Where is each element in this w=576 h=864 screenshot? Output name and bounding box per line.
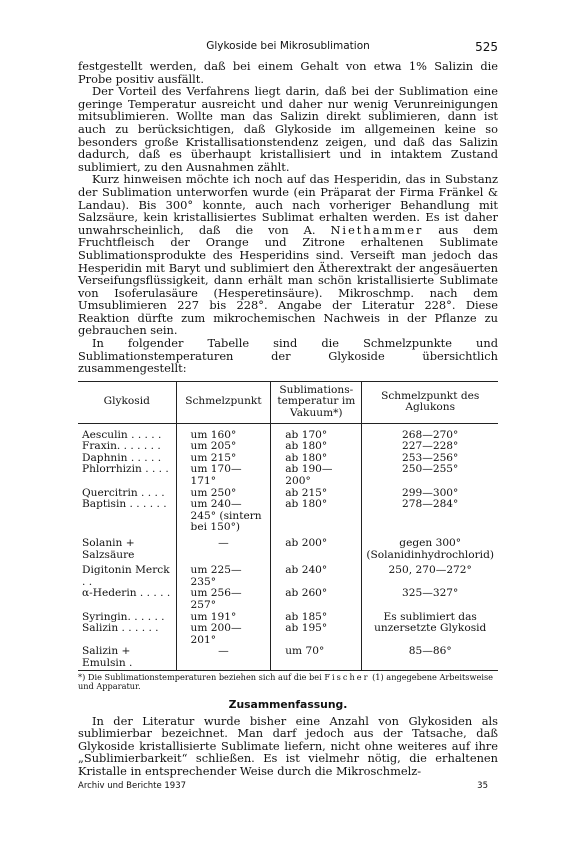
table-row [78,623,498,646]
table-cell: ab 185° [271,612,362,624]
page-footer [78,781,498,795]
header-aglukon: Schmelzpunkt des Aglukons [362,381,498,423]
paragraph-4: In folgender Tabelle sind die Schmelzpunkte und Sublimationstemperaturen der Glykoside übersichtlich zusammengestellt: [78,336,498,376]
header-glykosid: Glykosid [78,381,176,423]
table-cell: Syringin. . . . . . [82,610,165,623]
table-cell: Quercitrin . . . . [82,486,165,499]
table-cell: 250—255° [362,464,498,487]
table-cell: ab 240° [271,561,362,588]
table-cell: um 215° [176,453,271,465]
table-cell: — [176,646,271,670]
table-row [78,423,498,441]
author-name: Niethammer [330,222,424,237]
header-schmelzpunkt: Schmelzpunkt [176,381,271,423]
table-cell: — [176,534,271,561]
table-cell: um 200—201° [176,623,271,646]
paragraph-1: festgestellt werden, daß bei einem Gehalt von etwa 1% Salizin die Probe positiv ausfällt. [78,59,498,86]
table-cell: Aesculin . . . . . [82,428,162,441]
table-row [78,646,498,670]
table-cell: ab 195° [271,623,362,646]
section-heading: Zusammenfassung. [228,697,348,711]
table-cell: ab 180° [271,499,362,534]
glycoside-table [78,381,498,671]
table-cell: Solanin + Salzsäure [82,536,135,561]
journal-footer: Archiv und Berichte 1937 [78,781,187,792]
table-cell: 250, 270—272° [362,561,498,588]
paragraph-2: Der Vorteil des Verfahrens liegt darin, daß bei der Sublimation eine geringe Temperatur ausreicht und daher nur wenig Verunreinigungen mitsublimieren. Wollte man das Salizin direkt sublimieren, dann ist auch zu berücksichtigen, daß Glykoside im allgemeinen keine so besonders große Kristallisationstendenz zeigen, und daß das Salizin dadurch, daß es überhaupt kristallisiert und in intaktem Zustand sublimiert, zu den Ausnahmen zählt. [78,84,498,174]
table-cell: 325—327° [362,588,498,611]
table-cell: ab 180° [271,441,362,453]
table-cell: Es sublimiert das [362,612,498,624]
table-cell: Daphnin . . . . . [82,451,162,464]
body-text [78,60,498,375]
page-number: 525 [475,40,498,54]
signature-mark: 35 [477,781,488,792]
table-cell: ab 180° [271,453,362,465]
table-cell: um 256—257° [176,588,271,611]
table-cell: um 225—235° [176,561,271,588]
table-cell: Baptisin . . . . . . [82,498,167,511]
table-cell: 227—228° [362,441,498,453]
table-cell: ab 215° [271,488,362,500]
table-cell: 278—284° [362,499,498,534]
table-cell: um 160° [176,423,271,441]
table-cell: unzersetzte Glykosid [362,623,498,646]
table-cell: um 205° [176,441,271,453]
paragraph-3 [78,173,498,337]
running-header [78,40,498,60]
table-cell: um 70° [271,646,362,670]
table-cell: um 240—245° (sintern bei 150°) [176,499,271,534]
table-cell: gegen 300° (Solanidinhydrochlorid) [362,534,498,561]
footnote-text-a: *) Die Sublimationstemperaturen beziehen sich auf die bei [78,671,322,682]
table-cell: 268—270° [362,423,498,441]
table-cell: um 170—171° [176,464,271,487]
table-row [78,561,498,588]
table-row [78,534,498,561]
table-header-row [78,381,498,423]
table-cell: Fraxin. . . . . . . [82,440,161,453]
summary-text [78,715,498,778]
table-cell: 85—86° [362,646,498,670]
table-cell: ab 200° [271,534,362,561]
running-title: Glykoside bei Mikrosublimation [206,40,370,52]
table-cell: α-Hederin . . . . . [82,587,171,600]
paragraph-3-part-b: aus dem Fruchtfleisch der Orange und Zitrone erhaltenen Sublimate Sublimationsprodukte des Hesperidins sind. Verseift man jedoch das Hesperidin mit Baryt und sublimiert den Ätherextrakt der angesäuerten Verseifungsflüssigkeit, dann erhält man schön kristallisierte Sublimate von Isoferulasäure (Hesperetinsäure). Mikroschmp. nach dem Umsublimieren 227 bis 228°. Angabe der Literatur 228°. Diese Reaktion dürfte zum mikrochemischen Nachweis in der Pflanze zu gebrauchen sein. [78,222,498,338]
header-sublimation: Sublimations-temperatur im Vakuum*) [271,381,362,423]
table-cell: Phlorrhizin . . . . [82,463,169,476]
table-cell: Digitonin Merck . . [82,564,170,588]
table-cell: Salizin + Emulsin . [82,645,133,669]
table-cell: 299—300° [362,488,498,500]
summary-paragraph: In der Literatur wurde bisher eine Anzahl von Glykosiden als sublimierbar bezeichnet. Man darf jedoch aus der Tatsache, daß Glykoside kristallisierte Sublimate liefern, nicht ohne weiteres auf ihre „Sublimierbarkeit“ schließen. Es ist vielmehr nötig, die erhaltenen Kristalle in entsprechender Weise durch die Mikroschmelz- [78,713,498,778]
page [78,40,498,795]
table-row [78,588,498,611]
table-footnote [78,673,498,692]
table-cell: ab 260° [271,588,362,611]
table-cell: Salizin . . . . . . [82,622,159,635]
table-row [78,464,498,487]
table-cell: um 191° [176,612,271,624]
table-row [78,499,498,534]
footnote-author: Fischer [324,671,370,682]
table-cell: um 250° [176,488,271,500]
table-cell: 253—256° [362,453,498,465]
paragraph-3-part-a: Kurz hinweisen möchte ich noch auf das Hesperidin, das in Substanz der Sublimation unterworfen wurde (ein Präparat der Firma Fränkel & Landau). Bis 300° konnte, auch nach vorheriger Behandlung mit Salzsäure, kein kristallisiertes Sublimat erhalten werden. Es ist daher unwahrscheinlich, daß die von A. [78,172,498,237]
footnote-text-b: (1) angegebene Arbeitsweise und Apparatur. [78,671,493,691]
table-cell: ab 190—200° [271,464,362,487]
table-cell: ab 170° [271,423,362,441]
